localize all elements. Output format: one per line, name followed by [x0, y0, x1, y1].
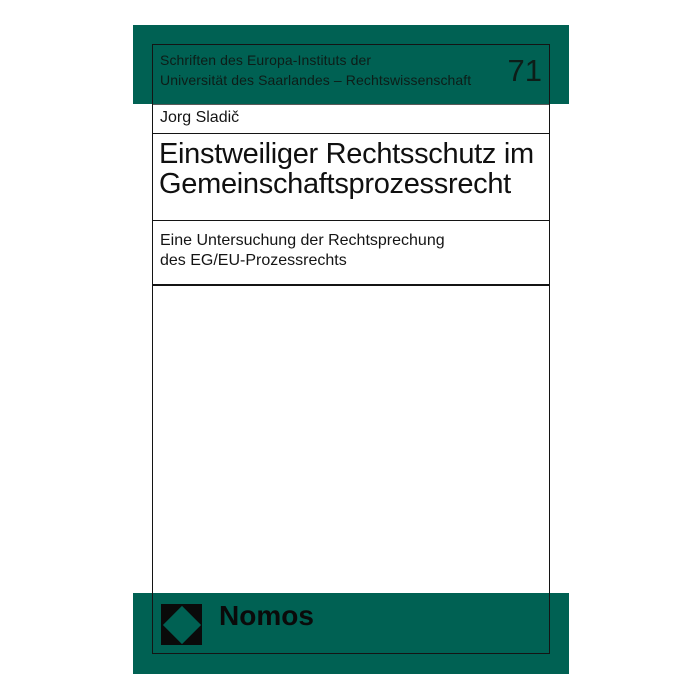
subtitle-section — [153, 221, 549, 286]
series-title-line2: Universität des Saarlandes – Rechtswissenschaft — [160, 71, 472, 88]
nomos-logo-icon — [161, 604, 202, 645]
book-subtitle-line2: des EG/EU-Prozessrechts — [160, 251, 347, 269]
volume-number: 71 — [507, 53, 542, 88]
book-title — [159, 139, 534, 200]
series-title-line1: Schriften des Europa-Instituts der — [160, 52, 372, 68]
author-row — [153, 104, 549, 134]
title-section — [153, 134, 549, 221]
blank-area — [153, 286, 549, 595]
series-header — [153, 45, 549, 105]
publisher-name: Nomos — [219, 600, 314, 631]
cover-frame — [152, 44, 550, 654]
book-subtitle-line1: Eine Untersuchung der Rechtsprechung — [160, 231, 445, 249]
author-name: Jorg Sladič — [160, 108, 240, 126]
publisher-section — [153, 594, 549, 654]
series-title — [160, 51, 471, 90]
book-title-line2: Gemeinschaftsprozessrecht — [159, 168, 511, 200]
book-title-line1: Einstweiliger Rechtsschutz im — [159, 137, 534, 170]
diamond-icon — [162, 605, 200, 643]
book-subtitle — [160, 231, 445, 271]
